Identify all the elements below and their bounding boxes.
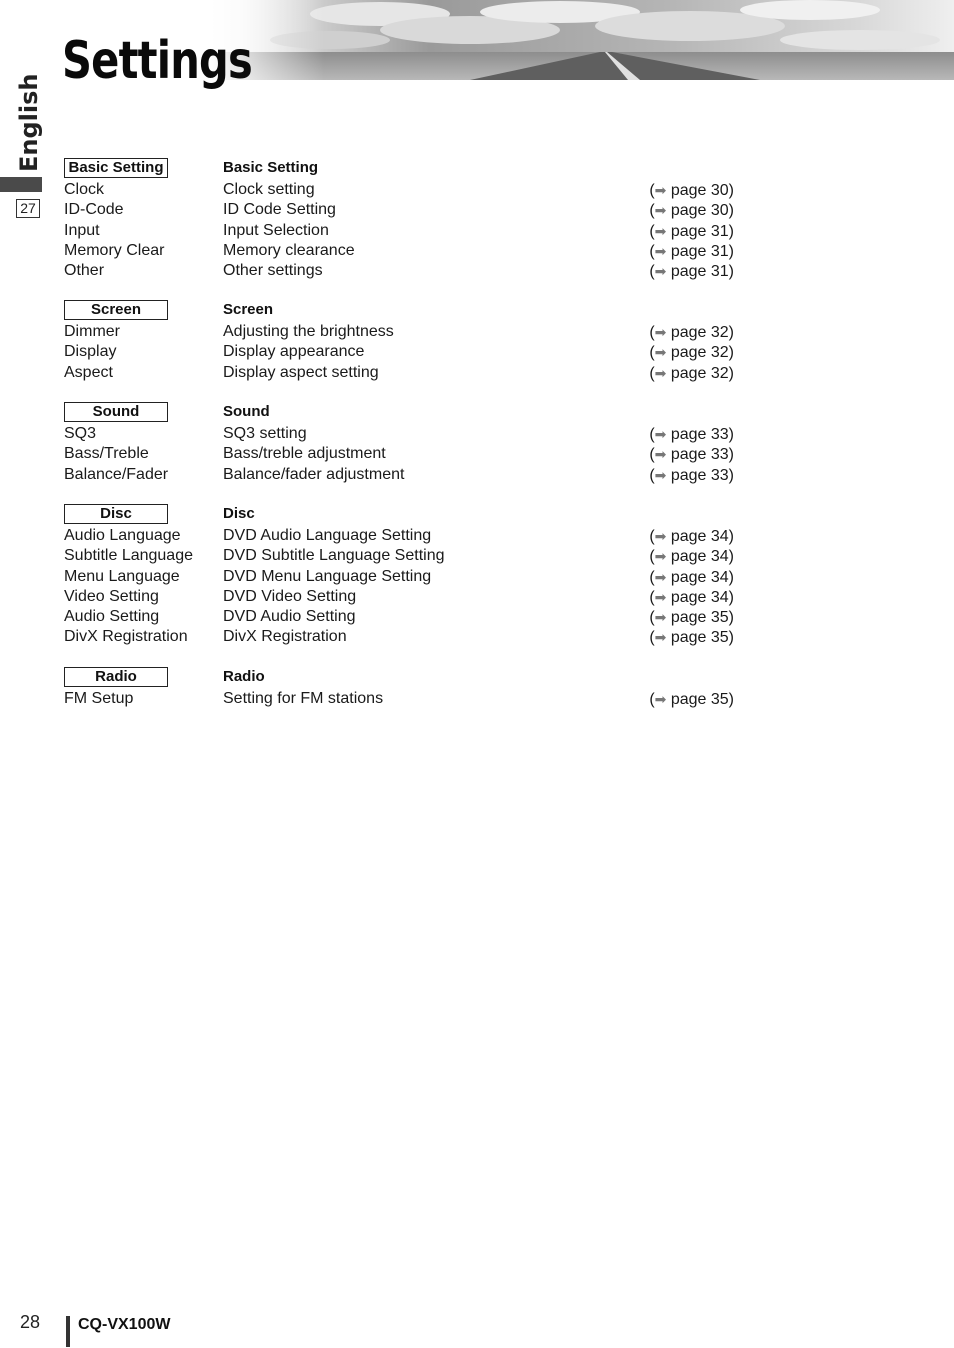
setting-description: DVD Subtitle Language Setting — [223, 547, 445, 565]
page-reference: (➡ page 32) — [649, 364, 734, 382]
setting-item: Audio Language — [64, 527, 181, 544]
section-radio — [64, 667, 744, 709]
setting-description: Other settings — [223, 262, 323, 280]
section-heading: Basic Setting — [223, 159, 319, 176]
page-reference: (➡ page 33) — [649, 426, 734, 443]
setting-description: DVD Video Setting — [223, 587, 357, 605]
table-row — [64, 424, 744, 444]
setting-item: Display — [64, 343, 117, 361]
section-box-label: Disc — [64, 504, 168, 524]
section-heading: Disc — [223, 505, 255, 522]
footer-bar — [66, 1316, 70, 1347]
setting-item: SQ3 — [64, 425, 97, 442]
table-row — [64, 342, 744, 362]
right-arrow-icon: ➡ — [654, 364, 667, 381]
setting-description: Input Selection — [223, 221, 329, 239]
right-arrow-icon: ➡ — [654, 609, 667, 626]
table-row — [64, 607, 744, 627]
right-arrow-icon: ➡ — [654, 202, 667, 219]
right-arrow-icon: ➡ — [654, 324, 667, 340]
page-reference: (➡ page 31) — [649, 263, 734, 281]
setting-item: Input — [64, 221, 100, 239]
right-arrow-icon: ➡ — [654, 691, 667, 707]
setting-item: Aspect — [64, 363, 113, 381]
table-row — [64, 261, 744, 281]
right-arrow-icon: ➡ — [654, 263, 667, 280]
setting-description: Display appearance — [223, 343, 365, 361]
right-arrow-icon: ➡ — [654, 548, 667, 565]
table-row — [64, 465, 744, 485]
page-reference: (➡ page 35) — [649, 691, 734, 708]
table-row — [64, 180, 744, 200]
page-reference: (➡ page 30) — [649, 202, 734, 220]
right-arrow-icon: ➡ — [654, 568, 667, 585]
setting-item: Clock — [64, 181, 105, 198]
page-reference: (➡ page 32) — [649, 344, 734, 362]
section-disc — [64, 504, 744, 648]
page-reference: (➡ page 34) — [649, 528, 734, 545]
language-tab: English — [15, 73, 43, 172]
table-row — [64, 322, 744, 342]
page-title: Settings — [62, 31, 252, 91]
right-arrow-icon: ➡ — [654, 466, 667, 483]
right-arrow-icon: ➡ — [654, 242, 667, 259]
language-tab-bar — [0, 177, 42, 192]
model-name: CQ-VX100W — [78, 1316, 171, 1333]
table-row — [64, 241, 744, 261]
right-arrow-icon: ➡ — [654, 629, 667, 646]
setting-item: Bass/Treble — [64, 445, 149, 463]
section-heading: Screen — [223, 301, 274, 318]
page-reference: (➡ page 33) — [649, 466, 734, 484]
page-reference: (➡ page 31) — [649, 222, 734, 240]
setting-description: DVD Menu Language Setting — [223, 567, 432, 585]
table-row — [64, 363, 744, 383]
setting-item: Memory Clear — [64, 241, 165, 259]
setting-description: SQ3 setting — [223, 425, 307, 442]
page-reference: (➡ page 32) — [649, 324, 734, 341]
table-row — [64, 567, 744, 587]
section-basic-setting — [64, 158, 744, 281]
table-row — [64, 627, 744, 647]
setting-item: Balance/Fader — [64, 465, 169, 483]
table-row — [64, 221, 744, 241]
setting-description: ID Code Setting — [223, 201, 336, 219]
setting-item: FM Setup — [64, 690, 134, 707]
right-arrow-icon: ➡ — [654, 528, 667, 544]
setting-item: DivX Registration — [64, 628, 188, 646]
page-reference: (➡ page 30) — [649, 182, 734, 199]
section-heading: Sound — [223, 403, 270, 420]
right-arrow-icon: ➡ — [654, 182, 667, 198]
right-arrow-icon: ➡ — [654, 222, 667, 239]
setting-item: ID-Code — [64, 201, 124, 219]
setting-description: Clock setting — [223, 181, 315, 198]
page-reference: (➡ page 34) — [649, 548, 734, 566]
section-box-label: Screen — [64, 300, 168, 320]
setting-description: Adjusting the brightness — [223, 323, 394, 340]
setting-item: Subtitle Language — [64, 547, 193, 565]
setting-item: Dimmer — [64, 323, 120, 340]
setting-description: Setting for FM stations — [223, 690, 384, 707]
right-arrow-icon: ➡ — [654, 426, 667, 442]
page-reference: (➡ page 33) — [649, 446, 734, 464]
right-arrow-icon: ➡ — [654, 446, 667, 463]
setting-description: Display aspect setting — [223, 363, 379, 381]
table-row — [64, 689, 744, 709]
section-screen — [64, 300, 744, 383]
right-arrow-icon: ➡ — [654, 588, 667, 605]
table-row — [64, 200, 744, 220]
page-reference: (➡ page 35) — [649, 609, 734, 627]
setting-description: Balance/fader adjustment — [223, 465, 405, 483]
page-reference: (➡ page 31) — [649, 242, 734, 260]
chapter-number: 27 — [16, 199, 40, 218]
table-row — [64, 526, 744, 546]
section-box-label: Basic Setting — [64, 158, 168, 178]
table-row — [64, 546, 744, 566]
page-reference: (➡ page 34) — [649, 568, 734, 586]
page-reference: (➡ page 35) — [649, 629, 734, 647]
setting-description: Memory clearance — [223, 241, 355, 259]
table-row — [64, 587, 744, 607]
setting-description: DVD Audio Language Setting — [223, 527, 432, 544]
setting-item: Menu Language — [64, 567, 180, 585]
setting-description: Bass/treble adjustment — [223, 445, 386, 463]
section-box-label: Radio — [64, 667, 168, 687]
right-arrow-icon: ➡ — [654, 344, 667, 361]
table-row — [64, 444, 744, 464]
setting-description: DVD Audio Setting — [223, 608, 356, 626]
page-reference: (➡ page 34) — [649, 588, 734, 606]
section-heading: Radio — [223, 668, 265, 685]
setting-item: Video Setting — [64, 587, 159, 605]
setting-item: Audio Setting — [64, 608, 160, 626]
setting-item: Other — [64, 262, 105, 280]
section-sound — [64, 402, 744, 485]
page-number: 28 — [20, 1312, 41, 1332]
setting-description: DivX Registration — [223, 628, 347, 646]
section-box-label: Sound — [64, 402, 168, 422]
